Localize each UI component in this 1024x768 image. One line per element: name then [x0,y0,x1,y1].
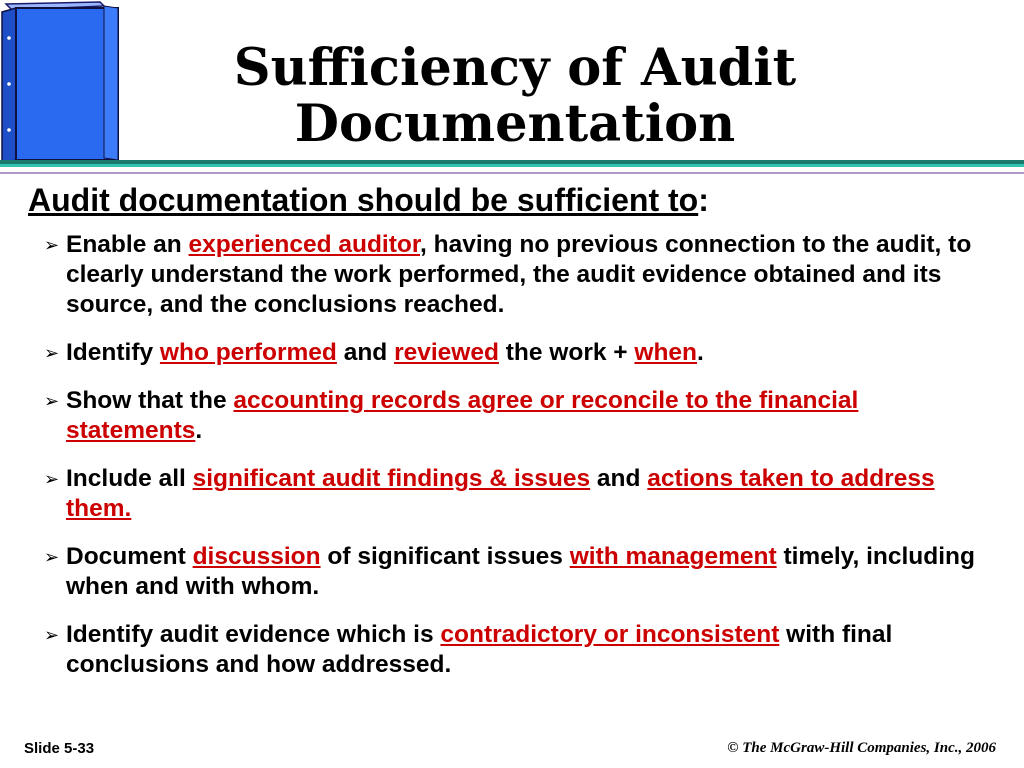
highlight-text: significant audit findings & issues [192,465,591,492]
copyright: © The McGraw-Hill Companies, Inc., 2006 [727,740,996,756]
slide-number: Slide 5-33 [24,740,95,757]
subtitle-colon: : [698,182,709,218]
title-rule-light [0,164,1024,167]
bullet-item [40,338,1000,368]
bullet-text: of significant issues [320,543,570,570]
bullet-text: Document [66,543,193,570]
bullet-text: . [697,339,704,366]
bullet-text: and [590,465,648,492]
bullet-text: . [195,417,203,444]
highlight-text: when [634,339,698,366]
highlight-text: with management [569,543,777,570]
arrow-bullet-icon: ➢ [44,625,60,645]
bullet-text: and [336,339,395,366]
bullet-text: timely, including when and with whom. [66,543,975,600]
highlight-text: accounting records agree or reconcile to the financial statements [66,387,859,444]
bullet-item [40,542,1000,602]
highlight-text: who performed [159,339,337,366]
bullet-text: Enable an [66,231,189,258]
slide-subtitle [28,182,709,219]
bullet-text: Identify audit evidence which is [66,621,441,648]
arrow-bullet-icon: ➢ [44,235,60,255]
slide-title [140,40,890,152]
highlight-text: discussion [192,543,321,570]
bullet-item [40,620,1000,680]
highlight-text: experienced auditor [188,231,421,258]
bullet-list [40,230,1000,680]
arrow-bullet-icon: ➢ [44,391,60,411]
arrow-bullet-icon: ➢ [44,469,60,489]
title-rule-purple [0,172,1024,174]
bullet-item [40,386,1000,446]
bullet-text: Show that the [66,387,234,414]
highlight-text: contradictory or inconsistent [440,621,780,648]
bullet-text: the work + [498,339,635,366]
bullet-item [40,464,1000,524]
bullet-item [40,230,1000,320]
bullet-text: with final conclusions and how addressed. [66,621,893,678]
highlight-text: actions taken to address them. [66,465,935,522]
bullet-text: , having no previous connection to the audit, to clearly understand the work performed, the audit evidence obtained and its source, and the conclusions reached. [66,231,972,318]
bullet-text: Include all [66,465,193,492]
bullet-text: Identify [66,339,160,366]
arrow-bullet-icon: ➢ [44,343,60,363]
arrow-bullet-icon: ➢ [44,547,60,567]
slide-title-line-2: Documentation [294,94,736,154]
slide-title-line-1: Sufficiency of Audit [233,38,797,98]
highlight-text: reviewed [394,339,499,366]
subtitle-underlined: Audit documentation should be sufficient to [28,182,699,218]
binder-icon [0,0,122,168]
